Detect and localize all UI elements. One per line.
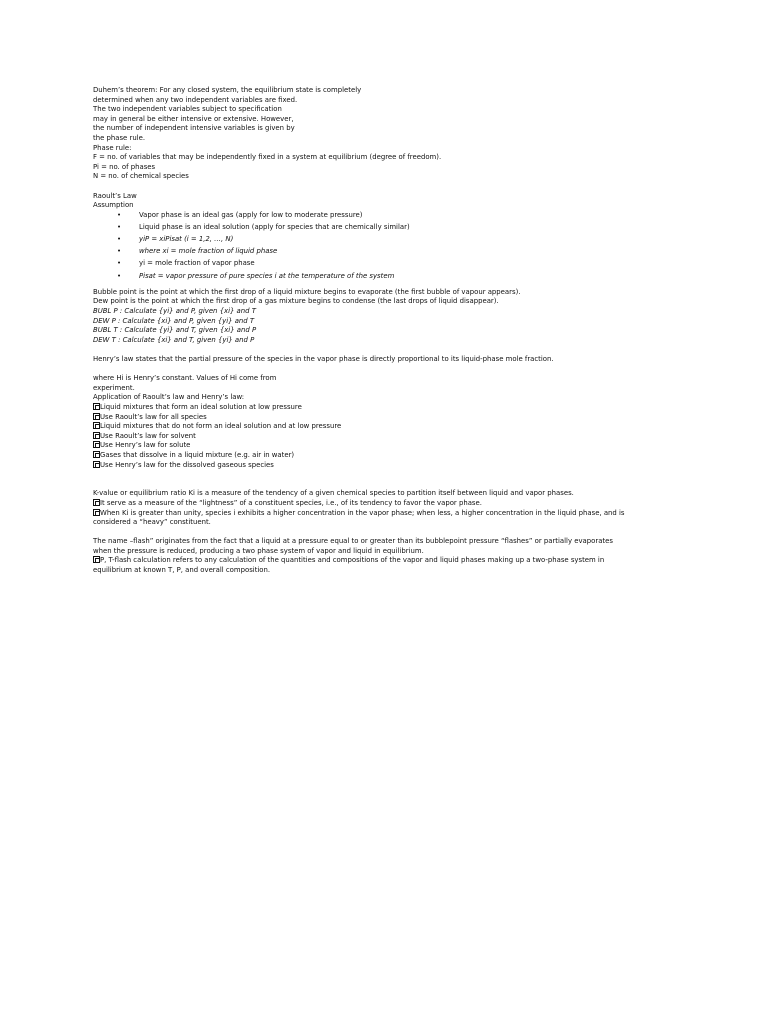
text-line: may in general be either intensive or extensive. However, — [93, 114, 294, 123]
list-item: • where xi = mole fraction of liquid phase — [117, 247, 278, 256]
list-item: Use Henry’s law for solute — [93, 441, 673, 451]
list-item: Liquid mixtures that do not form an ideal solution and at low pressure — [93, 422, 673, 432]
list-item: It serve as a measure of the “lightness” of a constituent species, i.e., of its tendency to favor the vapor phase. — [93, 499, 673, 509]
list-item: When Ki is greater than unity, species i exhibits a higher concentration in the vapor phase; when less, a higher concentration in the liquid phase, and is — [93, 509, 673, 519]
f-definition: F = no. of variables that may be independently fixed in a system at equilibrium (degree of freedom). — [93, 153, 442, 162]
text-line: the phase rule. — [93, 133, 146, 142]
section-subheading: Assumption — [93, 201, 134, 210]
bullet-box-icon — [93, 441, 100, 448]
list-item: Use Raoult’s law for all species — [93, 413, 673, 423]
bullet-icon: • — [117, 235, 122, 244]
flash-paragraph: when the pressure is reduced, producing a two phase system of vapor and liquid in equilibrium. — [93, 546, 424, 555]
bullet-box-icon — [93, 432, 100, 439]
list-item: • yiP = xiPisat (i = 1,2, …, N) — [117, 235, 234, 244]
henry-section — [93, 355, 673, 470]
bullet-icon: • — [117, 210, 122, 219]
list-item: Use Raoult’s law for solvent — [93, 432, 673, 442]
list-item: • Liquid phase is an ideal solution (apply for species that are chemically similar) — [117, 222, 410, 231]
bullet-icon: • — [117, 259, 122, 268]
bullet-icon: • — [117, 271, 122, 280]
dew-point-definition: Dew point is the point at which the first drop of a gas mixture begins to condense (the last drops of liquid disappear). — [93, 297, 499, 306]
text-line: considered a “heavy” constituent. — [93, 518, 211, 527]
calc-line: DEW P : Calculate {xi} and P, given {yi} and T — [93, 316, 255, 325]
bullet-box-icon — [93, 422, 100, 429]
calc-line: BUBL T : Calculate {yi} and T, given {xi} and P — [93, 326, 257, 335]
text-line: Phase rule: — [93, 143, 132, 152]
henry-statement: Henry’s law states that the partial pressure of the species in the vapor phase is directly proportional to its liquid-phase mole fraction. — [93, 355, 554, 363]
bullet-box-icon — [93, 556, 100, 563]
duhem-section — [93, 86, 673, 182]
calc-line: BUBL P : Calculate {yi} and P, given {xi} and T — [93, 307, 256, 316]
text-line: The two independent variables subject to specification — [93, 105, 282, 114]
text-line: the number of independent intensive variables is given by — [93, 124, 295, 133]
bullet-box-icon — [93, 413, 100, 420]
list-item: Liquid mixtures that form an ideal solution at low pressure — [93, 403, 673, 413]
bullet-icon: • — [117, 247, 122, 256]
document-body — [93, 86, 673, 576]
bullet-box-icon — [93, 403, 100, 410]
bullet-box-icon — [93, 461, 100, 468]
raoult-section — [93, 192, 673, 284]
application-heading: Application of Raoult’s law and Henry’s law: — [93, 393, 245, 402]
text-line: where Hi is Henry’s constant. Values of Hi come from — [93, 374, 277, 383]
bullet-icon: • — [117, 222, 122, 231]
text-line: determined when any two independent variables are fixed. — [93, 95, 298, 104]
kvalue-definition: K-value or equilibrium ratio Ki is a measure of the tendency of a given chemical species to partition itself between liquid and vapor phases. — [93, 489, 574, 498]
bullet-box-icon — [93, 451, 100, 458]
assumption-list — [93, 211, 673, 284]
list-item: • Pisat = vapor pressure of pure species i at the temperature of the system — [117, 271, 395, 280]
text-line: experiment. — [93, 383, 135, 392]
pi-definition: Pi = no. of phases — [93, 162, 156, 171]
bullet-box-icon — [93, 499, 100, 506]
list-item: Use Henry’s law for the dissolved gaseous species — [93, 461, 673, 471]
n-definition: N = no. of chemical species — [93, 172, 189, 181]
bubble-point-definition: Bubble point is the point at which the first drop of a liquid mixture begins to evaporate (the first bubble of vapour appears). — [93, 287, 521, 296]
flash-section — [93, 537, 673, 575]
flash-paragraph: The name –flash” originates from the fact that a liquid at a pressure equal to or greater than its bubblepoint pressure “flashes” or partially evaporates — [93, 537, 613, 546]
list-item: Gases that dissolve in a liquid mixture (e.g. air in water) — [93, 451, 673, 461]
list-item: • Vapor phase is an ideal gas (apply for low to moderate pressure) — [117, 210, 363, 219]
section-heading: Raoult’s Law — [93, 191, 137, 200]
kvalue-section — [93, 489, 673, 527]
list-item: • yi = mole fraction of vapor phase — [117, 259, 255, 268]
list-item: P, T-flash calculation refers to any calculation of the quantities and compositions of the vapor and liquid phases making up a two-phase system in — [93, 556, 673, 566]
bullet-box-icon — [93, 509, 100, 516]
bubble-dew-section — [93, 288, 673, 346]
calc-line: DEW T : Calculate {xi} and T, given {yi} and P — [93, 335, 255, 344]
text-line: Duhem’s theorem: For any closed system, the equilibrium state is completely — [93, 86, 362, 94]
text-line: equilibrium at known T, P, and overall composition. — [93, 566, 271, 575]
